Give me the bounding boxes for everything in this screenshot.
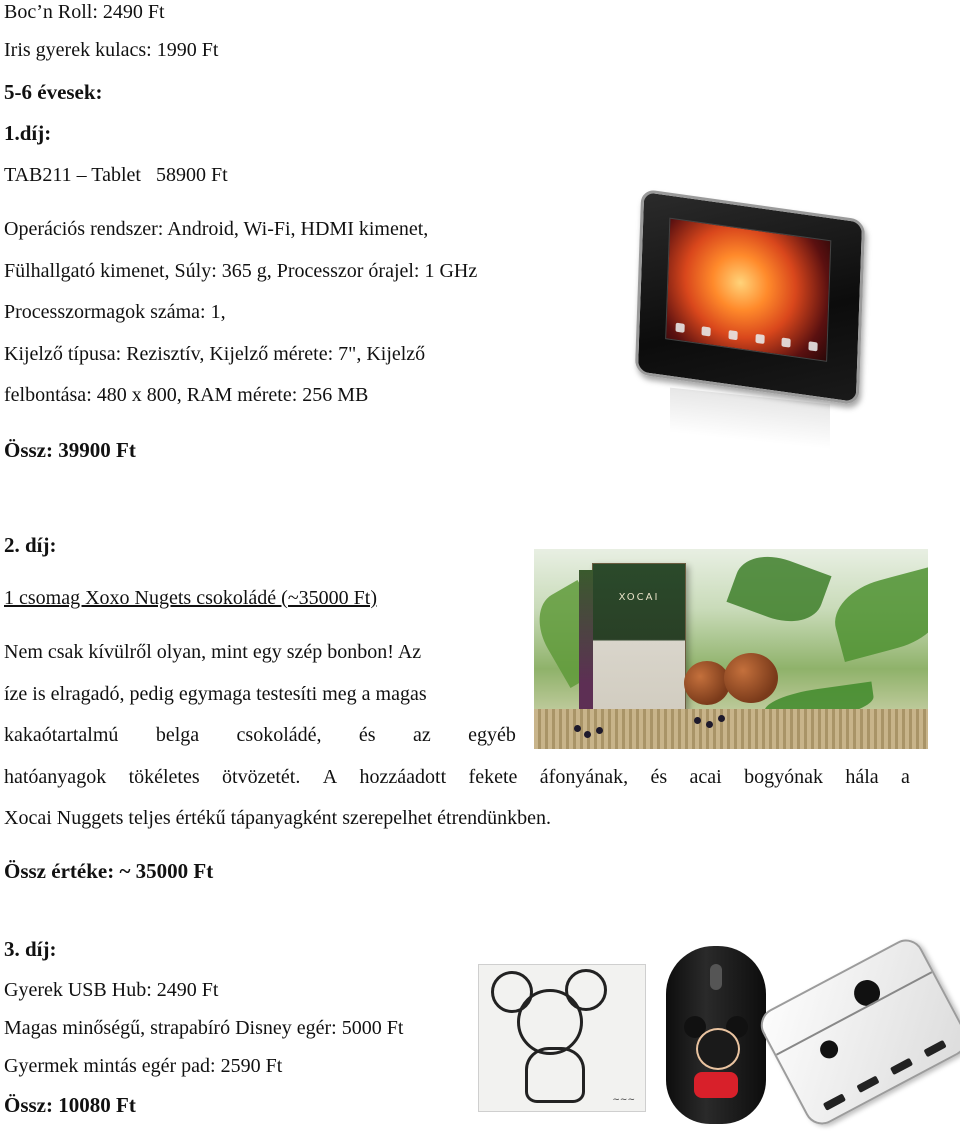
mickey-head (517, 989, 583, 1055)
usb-port (856, 1076, 879, 1093)
word: és (358, 724, 376, 746)
prize1-heading: 1.díj: (4, 121, 52, 145)
prize2-heading: 2. díj: (4, 533, 57, 557)
word: az (413, 724, 431, 746)
prize1-spec-3: Processzormagok száma: 1, (4, 301, 226, 323)
prize3-heading: 3. díj: (4, 937, 57, 961)
mickey-shorts (694, 1072, 738, 1098)
usb-port (823, 1093, 846, 1110)
mouse-pad-image (478, 964, 646, 1112)
word: fekete (468, 766, 518, 788)
prize2-total: Össz értéke: ~ 35000 Ft (4, 859, 214, 883)
prize1-total: Össz: 39900 Ft (4, 438, 136, 462)
berry (584, 731, 591, 738)
prize2-product: 1 csomag Xoxo Nugets csokoládé (~35000 Ft) (4, 587, 377, 609)
word: A (322, 766, 338, 788)
berry (694, 717, 701, 724)
prize3-item-3: Gyermek mintás egér pad: 2590 Ft (4, 1055, 283, 1077)
chocolate-image (534, 549, 928, 749)
prize2-desc-1: Nem csak kívülről olyan, mint egy szép bonbon! Az (4, 641, 422, 663)
berry (718, 715, 725, 722)
berry (574, 725, 581, 732)
usb-port (890, 1058, 913, 1075)
tablet-app-icon (809, 341, 818, 351)
tablet-image (630, 196, 870, 446)
tablet-device (635, 189, 865, 406)
leaf (827, 566, 928, 662)
tablet-app-icon (755, 333, 764, 343)
box-side (579, 570, 593, 732)
tablet-app-icon (702, 326, 711, 336)
word: a (901, 766, 910, 788)
usb-hub-image (754, 933, 960, 1131)
word: belga (155, 724, 200, 746)
word: tökéletes (128, 766, 200, 788)
tablet-screen (665, 218, 831, 362)
mickey-head (696, 1028, 740, 1070)
berry (706, 721, 713, 728)
prize1-spec-1: Operációs rendszer: Android, Wi-Fi, HDMI kimenet, (4, 218, 429, 240)
disney-mouse-image (666, 946, 766, 1124)
tablet-app-icon (782, 337, 791, 347)
tablet-app-icon (729, 330, 738, 340)
word: hatóanyagok (4, 766, 107, 788)
tablet-app-icon (675, 322, 684, 332)
word: csokoládé, (236, 724, 322, 746)
prize2-desc-3 (4, 723, 516, 747)
word: hozzáadott (359, 766, 447, 788)
prize1-product: TAB211 – Tablet 58900 Ft (4, 164, 228, 186)
prize3-total: Össz: 10080 Ft (4, 1093, 136, 1117)
age-group-heading: 5-6 évesek: (4, 80, 103, 104)
mickey-print (817, 1037, 841, 1061)
chocolate-box (592, 563, 686, 733)
line-boc-n-roll: Boc’n Roll: 2490 Ft (4, 1, 165, 23)
prize3-item-1: Gyerek USB Hub: 2490 Ft (4, 979, 219, 1001)
word: ötvözetét. (222, 766, 301, 788)
word: kakaótartalmú (4, 724, 119, 746)
bamboo-mat (534, 709, 928, 749)
prize1-spec-5: felbontása: 480 x 800, RAM mérete: 256 MB (4, 384, 369, 406)
prize2-desc-4 (4, 765, 910, 789)
prize1-spec-2: Fülhallgató kimenet, Súly: 365 g, Processzor órajel: 1 GHz (4, 260, 478, 282)
hub-seam (776, 971, 932, 1055)
word: hála (845, 766, 879, 788)
word: acai (689, 766, 722, 788)
word: áfonyának, (539, 766, 629, 788)
leaf (726, 549, 831, 633)
word: bogyónak (744, 766, 823, 788)
cocoa-pod (724, 653, 778, 703)
signature-mark: ~~~ (612, 1095, 635, 1105)
tablet-dock (666, 318, 826, 354)
word: és (650, 766, 668, 788)
xocai-logo: XOCAI (618, 592, 660, 603)
prize2-desc-5: Xocai Nuggets teljes értékű tápanyagként szerepelhet étrendünkben. (4, 807, 552, 829)
mickey-body (525, 1047, 585, 1103)
prize3-item-2: Magas minőségű, strapabíró Disney egér: 5000 Ft (4, 1017, 404, 1039)
cocoa-pod (684, 661, 730, 705)
line-iris-kulacs: Iris gyerek kulacs: 1990 Ft (4, 39, 219, 61)
scroll-wheel (710, 964, 722, 990)
prize1-spec-4: Kijelző típusa: Rezisztív, Kijelző mérete: 7", Kijelző (4, 343, 426, 365)
prize2-desc-2: íze is elragadó, pedig egymaga testesíti meg a magas (4, 683, 427, 705)
berry (596, 727, 603, 734)
word: egyéb (468, 724, 516, 746)
usb-port (924, 1040, 947, 1057)
